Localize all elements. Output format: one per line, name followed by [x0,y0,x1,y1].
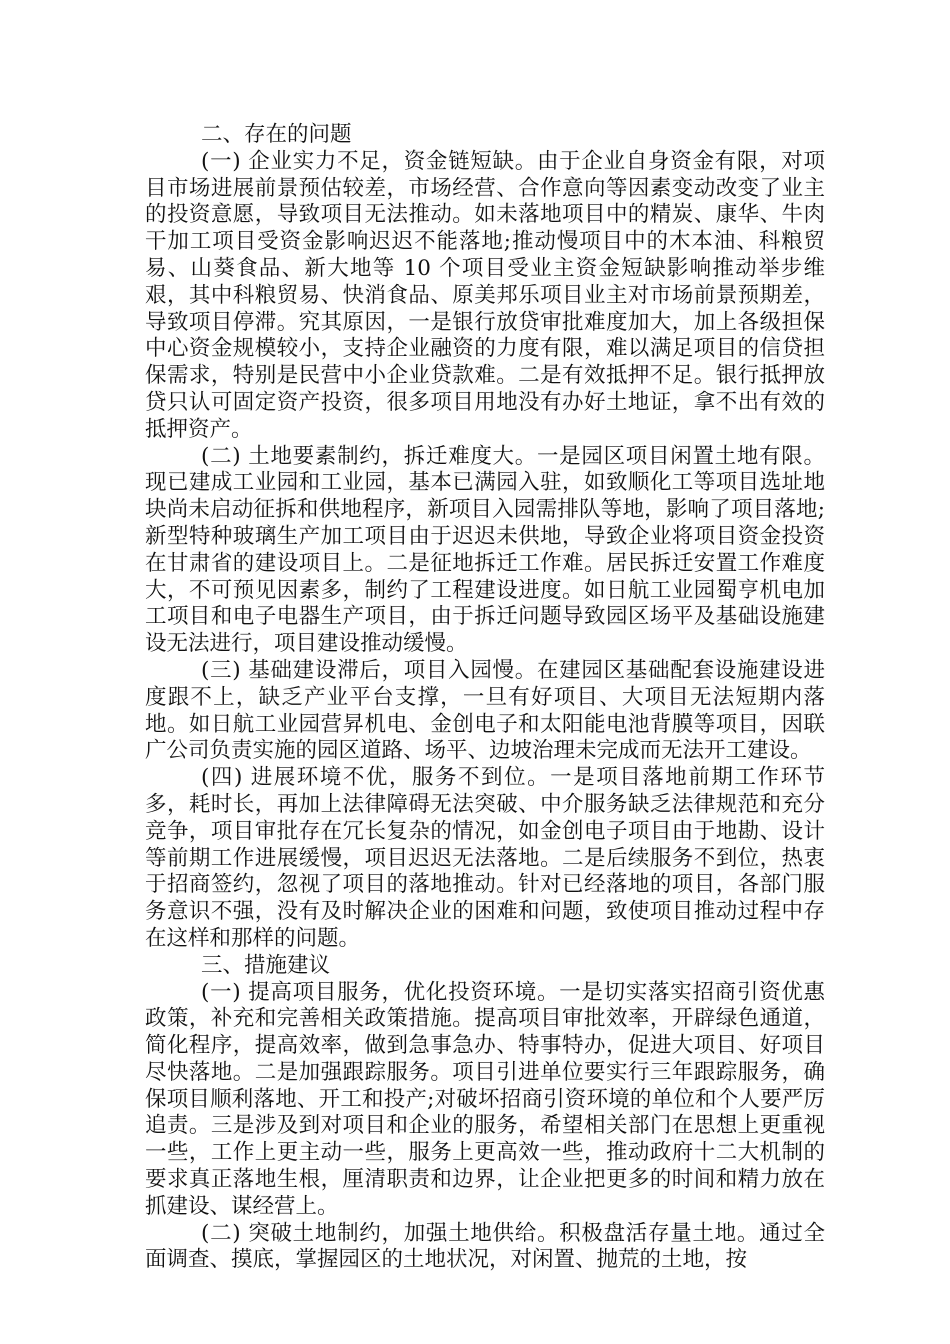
section-heading-problems: 二、存在的问题 [201,122,352,147]
section-heading-measures: 三、措施建议 [201,952,331,978]
paragraph-infrastructure: (三) 基础建设滞后，项目入园慢。在建园区基础配套设施建设进度跟不上，缺乏产业平台支撑，一旦有好项目、大项目无法短期内落地。如日航工业园营昇机电、金创电子和太阳能电池背膜等项目，因联广公司负责实施的园区道路、场平、边坡治理未完成而无法开工建设。 [145,657,825,764]
document-page [145,122,825,1274]
paragraph-environment: (四) 进展环境不优，服务不到位。一是项目落地前期工作环节多，耗时长，再加上法律障碍无法突破、中介服务缺乏法律规范和充分竞争，项目审批存在冗长复杂的情况，如金创电子项目由于地勘、设计等前期工作进展缓慢，项目迟迟无法落地。二是后续服务不到位，热衷于招商签约，忽视了项目的落地推动。针对已经落地的项目，各部门服务意识不强，没有及时解决企业的困难和问题，致使项目推动过程中存在这样和那样的问题。 [145,765,825,951]
paragraph-land-supply: (二) 突破土地制约，加强土地供给。积极盘活存量土地。通过全面调查、摸底，掌握园区的土地状况，对闲置、抛荒的土地，按 [145,1220,825,1273]
paragraph-funding: (一) 企业实力不足，资金链短缺。由于企业自身资金有限，对项目市场进展前景预估较差，市场经营、合作意向等因素变动改变了业主的投资意愿，导致项目无法推动。如未落地项目中的精炭、康华、牛肉干加工项目受资金影响迟迟不能落地;推动慢项目中的木本油、科粮贸易、山葵食品、新大地等 10 个项目受业主资金短缺影响推动举步维艰，其中科粮贸易、快消食品、原美邦乐项目业主对市场前景预期差，导致项目停滞。究其原因，一是银行放贷审批难度加大，加上各级担保中心资金规模较小，支持企业融资的力度有限，难以满足项目的信贷担保需求，特别是民营中小企业贷款难。二是有效抵押不足。银行抵押放贷只认可固定资产投资，很多项目用地没有办好土地证，拿不出有效的抵押资产。 [145,148,825,442]
paragraph-service: (一) 提高项目服务，优化投资环境。一是切实落实招商引资优惠政策，补充和完善相关政策措施。提高项目审批效率，开辟绿色通道，简化程序，提高效率，做到急事急办、特事特办，促进大项目、好项目尽快落地。二是加强跟踪服务。项目引进单位要实行三年跟踪服务，确保项目顺利落地、开工和投产;对破坏招商引资环境的单位和个人要严厉追责。三是涉及到对项目和企业的服务，希望相关部门在思想上更重视一些，工作上更主动一些，服务上更高效一些，推动政府十二大机制的要求真正落地生根，厘清职责和边界，让企业把更多的时间和精力放在抓建设、谋经营上。 [145,979,825,1219]
paragraph-land: (二) 土地要素制约，拆迁难度大。一是园区项目闲置土地有限。现已建成工业园和工业园，基本已满园入驻，如致顺化工等项目选址地块尚未启动征拆和供地程序，新项目入园需排队等地，影响了项目落地;新型特种玻璃生产加工项目由于迟迟未供地，导致企业将项目资金投资在甘肃省的建设项目上。二是征地拆迁工作难。居民拆迁安置工作难度大，不可预见因素多，制约了工程建设进度。如日航工业园蜀亨机电加工项目和电子电器生产项目，由于拆迁问题导致园区场平及基础设施建设无法进行，项目建设推动缓慢。 [145,443,825,657]
